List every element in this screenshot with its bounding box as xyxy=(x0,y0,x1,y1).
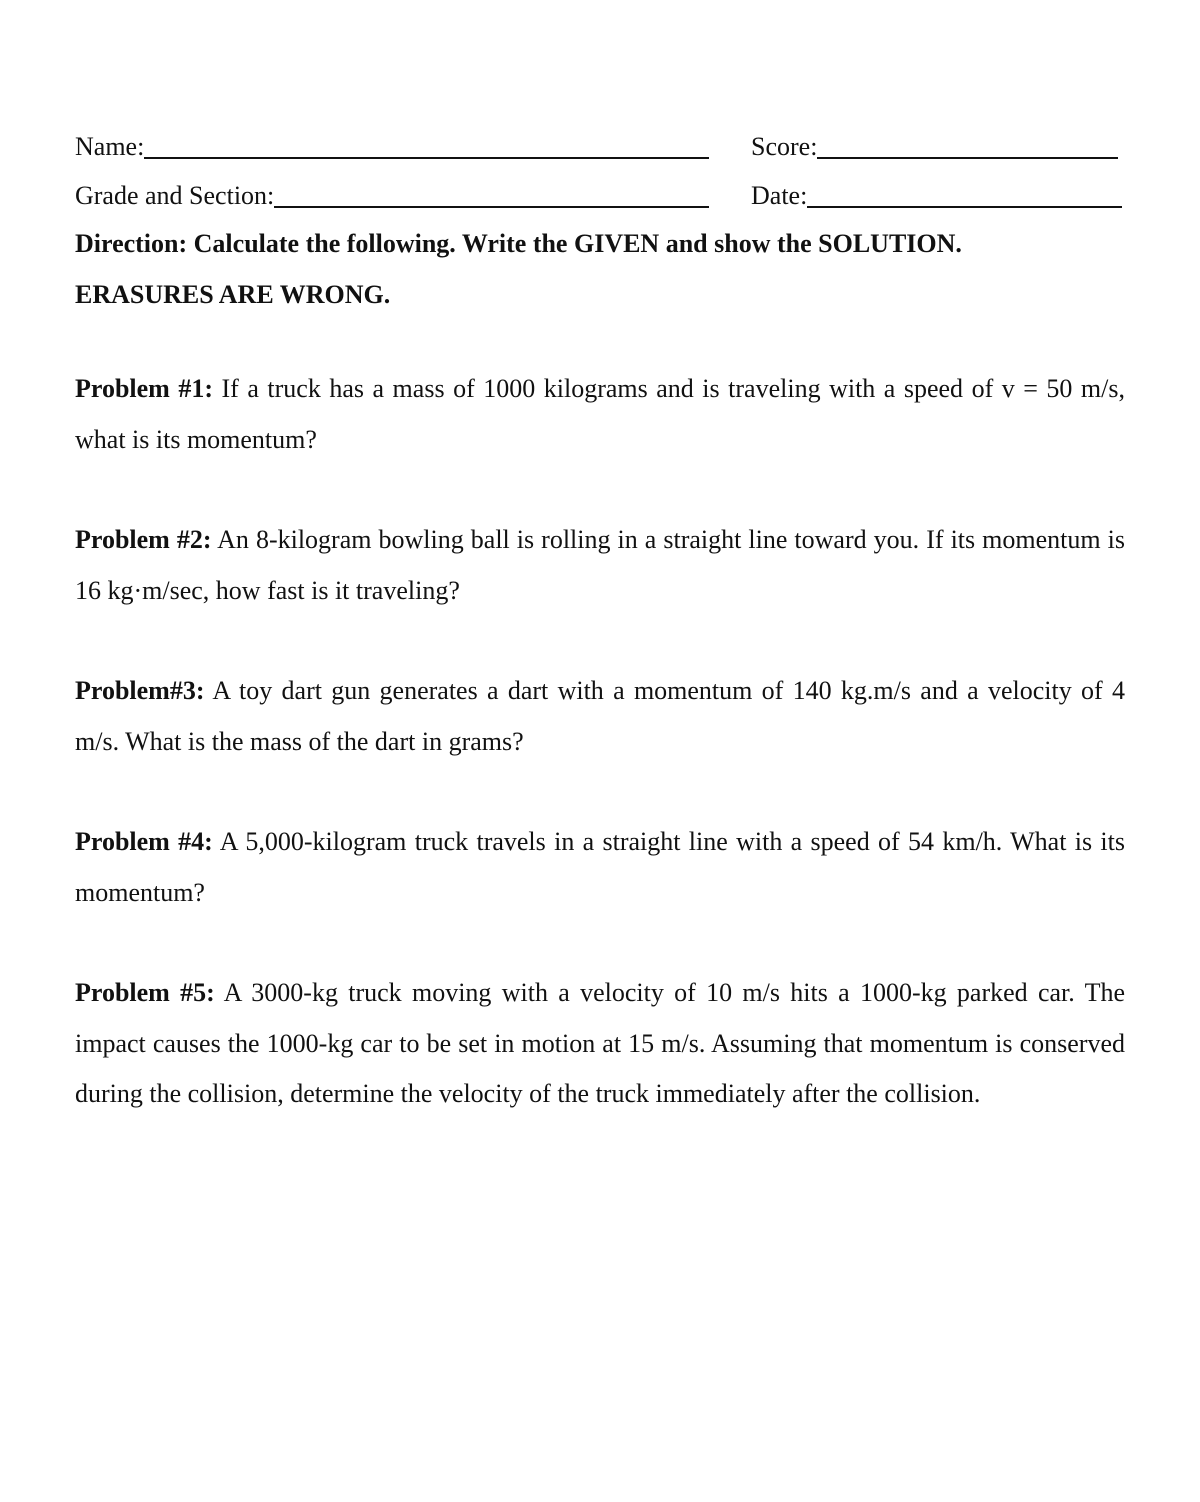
direction-line-1: Direction: Calculate the following. Write the GIVEN and show the SOLUTION. xyxy=(75,229,962,258)
direction-line-2: ERASURES ARE WRONG. xyxy=(75,279,391,309)
score-blank-line[interactable] xyxy=(817,131,1118,159)
problem-2-text: An 8-kilogram bowling ball is rolling in a straight line toward you. If its momentum is 16 kg·m/sec, how fast is it traveling? xyxy=(75,525,1125,605)
problem-2 xyxy=(75,515,1125,616)
grade-section-label: Grade and Section: xyxy=(75,181,275,210)
problem-3 xyxy=(75,666,1125,767)
direction-text xyxy=(75,219,1125,320)
date-label: Date: xyxy=(751,181,808,210)
problem-2-label: Problem #2: xyxy=(75,525,212,554)
problem-3-label: Problem#3: xyxy=(75,676,205,705)
header-row-2 xyxy=(75,175,1125,211)
date-field[interactable] xyxy=(751,175,1122,211)
problem-5 xyxy=(75,968,1125,1120)
problem-4-text: A 5,000-kilogram truck travels in a straight line with a speed of 54 km/h. What is its momentum? xyxy=(75,827,1125,907)
problem-4 xyxy=(75,817,1125,918)
problem-3-text: A toy dart gun generates a dart with a momentum of 140 kg.m/s and a velocity of 4 m/s. What is the mass of the dart in grams? xyxy=(75,676,1125,756)
name-label: Name: xyxy=(75,132,145,161)
problem-1-label: Problem #1: xyxy=(75,374,214,403)
header-row-1 xyxy=(75,126,1125,162)
name-blank-line[interactable] xyxy=(144,131,709,159)
grade-section-blank-line[interactable] xyxy=(274,180,709,208)
score-label: Score: xyxy=(751,132,818,161)
problem-1 xyxy=(75,364,1125,465)
problem-1-text: If a truck has a mass of 1000 kilograms and is traveling with a speed of v = 50 m/s, what is its momentum? xyxy=(75,374,1126,454)
problem-5-label: Problem #5: xyxy=(75,978,215,1007)
date-blank-line[interactable] xyxy=(807,180,1122,208)
problem-4-label: Problem #4: xyxy=(75,827,213,856)
name-field[interactable] xyxy=(75,126,709,162)
grade-section-field[interactable] xyxy=(75,175,709,211)
score-field[interactable] xyxy=(751,126,1118,162)
problem-5-text: A 3000-kg truck moving with a velocity of 10 m/s hits a 1000-kg parked car. The impact causes the 1000-kg car to be set in motion at 15 m/s. Assuming that momentum is conserved during the collision, determine the velocity of the truck immediately after the collision. xyxy=(75,978,1125,1108)
